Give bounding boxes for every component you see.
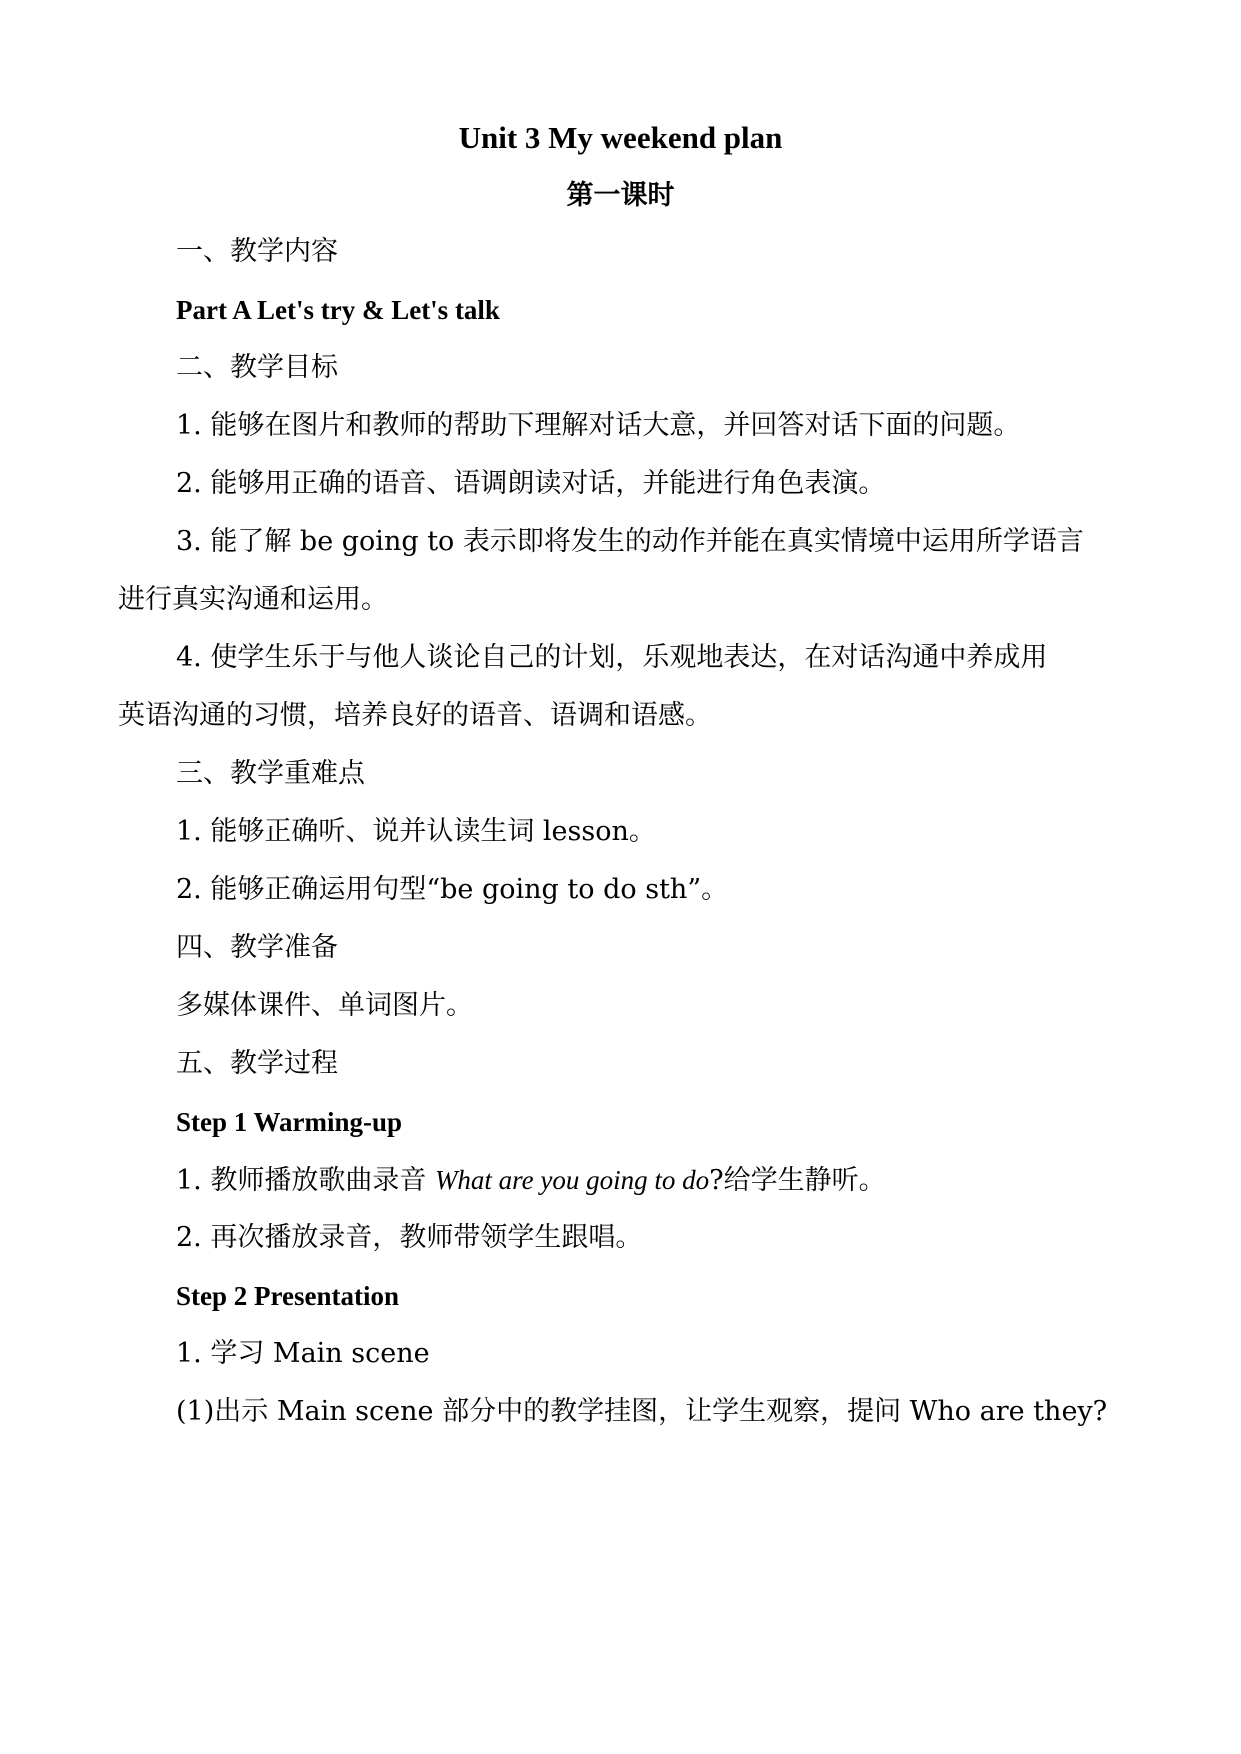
section-heading-objectives: 二、教学目标 [176, 352, 338, 383]
section-heading-process: 五、教学过程 [176, 1048, 338, 1079]
step-1-item-2: 2. 再次播放录音，教师带领学生跟唱。 [176, 1222, 643, 1253]
document-subtitle: 第一课时 [566, 180, 675, 211]
step-1-item-1-suffix: ?给学生静听。 [709, 1165, 886, 1196]
section-heading-preparation: 四、教学准备 [176, 932, 338, 963]
objective-item-4-line-1: 4. 使学生乐于与他人谈论自己的计划，乐观地表达，在对话沟通中养成用 [176, 642, 1048, 673]
step-2-title: Step 2 Presentation [176, 1281, 399, 1311]
key-point-item-1: 1. 能够正确听、说并认读生词 lesson。 [176, 816, 656, 847]
step-2-item-1-sub-1: (1)出示 Main scene 部分中的教学挂图，让学生观察，提问 Who are they? [176, 1396, 1108, 1427]
objective-item-4-line-2: 英语沟通的习惯，培养良好的语音、语调和语感。 [118, 700, 712, 731]
preparation-text: 多媒体课件、单词图片。 [176, 990, 473, 1021]
step-2-item-1: 1. 学习 Main scene [176, 1338, 430, 1369]
song-title: What are you going to do [434, 1165, 710, 1195]
section-heading-content: 一、教学内容 [176, 236, 338, 267]
objective-item-2: 2. 能够用正确的语音、语调朗读对话，并能进行角色表演。 [176, 468, 886, 499]
key-point-item-2: 2. 能够正确运用句型“be going to do sth”。 [176, 874, 729, 905]
step-1-item-1 [176, 1162, 886, 1199]
document-title: Unit 3 My weekend plan [458, 120, 783, 155]
step-1-title: Step 1 Warming-up [176, 1107, 403, 1137]
part-title: Part A Let's try & Let's talk [176, 295, 500, 325]
objective-item-3-line-2: 进行真实沟通和运用。 [118, 584, 388, 615]
objective-item-3-line-1: 3. 能了解 be going to 表示即将发生的动作并能在真实情境中运用所学语言 [176, 526, 1084, 557]
step-1-item-1-prefix: 1. 教师播放歌曲录音 [176, 1165, 435, 1196]
section-heading-key-points: 三、教学重难点 [176, 758, 365, 789]
objective-item-1: 1. 能够在图片和教师的帮助下理解对话大意，并回答对话下面的问题。 [176, 410, 1021, 441]
